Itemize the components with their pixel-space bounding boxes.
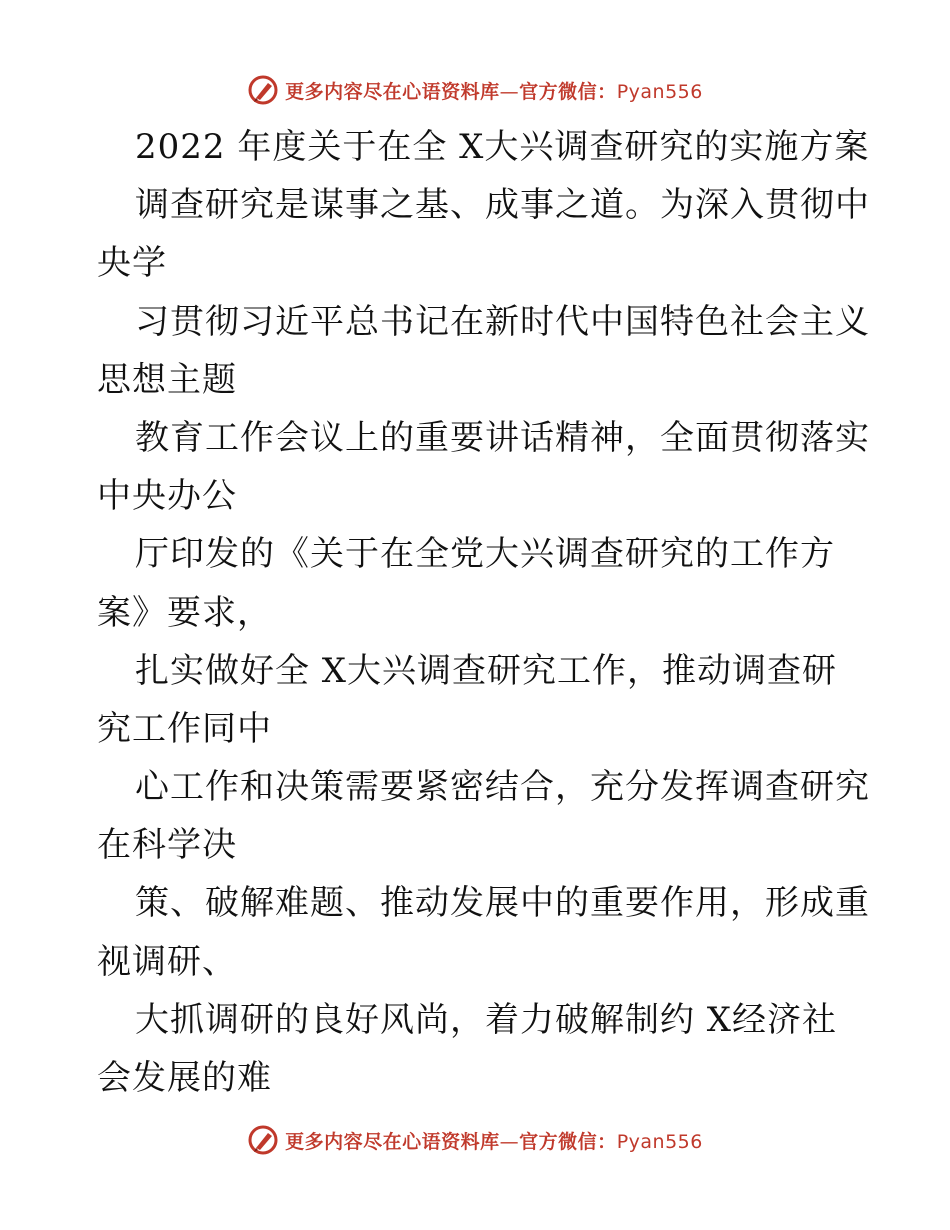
- footer-watermark: [0, 1120, 950, 1160]
- document-title: 2022 年度关于在全 X大兴调查研究的实施方案: [135, 127, 870, 167]
- paragraph-line: 思想主题: [97, 359, 237, 400]
- paragraph-line: 中央办公: [97, 476, 237, 517]
- paragraph-line: 视调研、: [97, 941, 237, 982]
- paragraph-line: 调查研究是谋事之基、成事之道。为深入贯彻中: [135, 185, 870, 226]
- paragraph-line: 大抓调研的良好风尚，着力破解制约 X经济社: [135, 999, 838, 1040]
- watermark-text: 更多内容尽在心语资料库—官方微信：Pyan556: [285, 80, 703, 103]
- pen-logo-icon: [247, 74, 279, 106]
- paragraph-line: 心工作和决策需要紧密结合，充分发挥调查研究: [135, 767, 870, 808]
- paragraph-line: 习贯彻习近平总书记在新时代中国特色社会主义: [135, 301, 870, 342]
- paragraph-line: 教育工作会议上的重要讲话精神，全面贯彻落实: [135, 417, 870, 458]
- paragraph-line: 案》要求，: [97, 592, 272, 633]
- paragraph-line: 会发展的难: [97, 1058, 272, 1098]
- paragraph-line: 究工作同中: [97, 708, 272, 749]
- pen-logo-icon: [247, 1124, 279, 1156]
- watermark-text: 更多内容尽在心语资料库—官方微信：Pyan556: [285, 1130, 703, 1153]
- paragraph-line: 扎实做好全 X大兴调查研究工作，推动调查研: [135, 650, 838, 691]
- paragraph-line: 央学: [97, 243, 167, 284]
- paragraph-line: 厅印发的《关于在全党大兴调查研究的工作方: [135, 534, 835, 575]
- document-body: [97, 118, 870, 1107]
- header-watermark: [0, 70, 950, 110]
- paragraph-line: 策、破解难题、推动发展中的重要作用，形成重: [135, 883, 870, 924]
- paragraph-line: 在科学决: [97, 825, 237, 866]
